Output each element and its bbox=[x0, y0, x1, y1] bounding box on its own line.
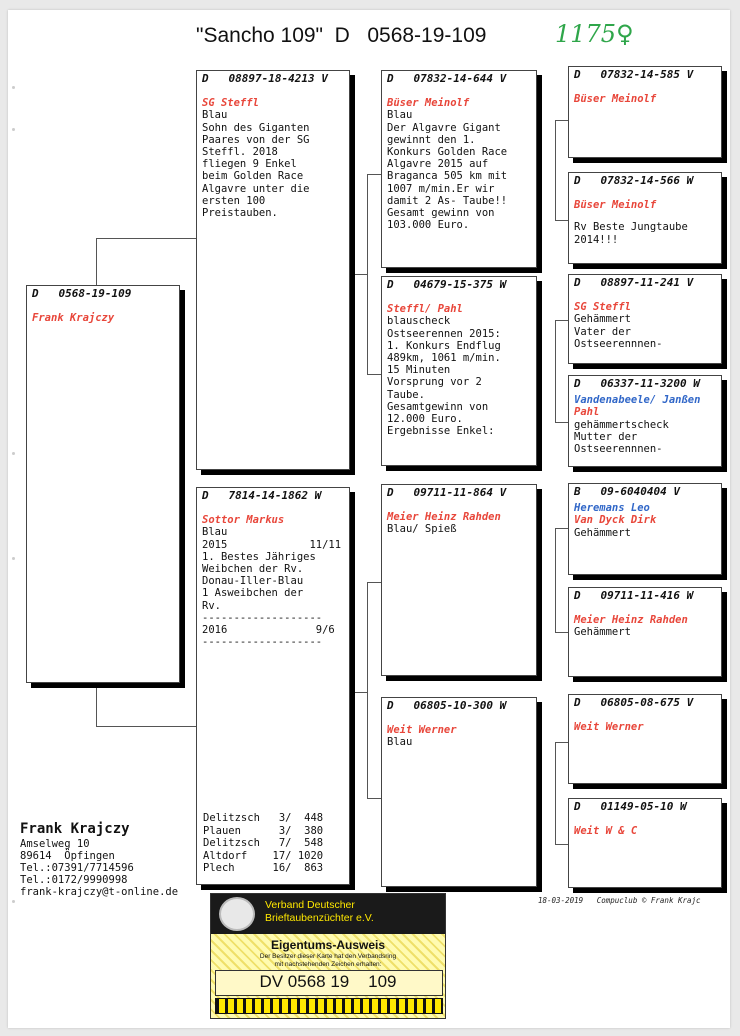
card-line: damit 2 As- Taube!! bbox=[387, 194, 508, 207]
connector-line bbox=[367, 374, 381, 375]
pedigree-card-dam-sire[interactable] bbox=[381, 484, 537, 676]
punch-hole-mark bbox=[12, 452, 15, 455]
connector-line bbox=[367, 582, 368, 798]
card-line: Ostseerennnen- bbox=[574, 337, 663, 350]
owner-mobile: Tel.:0172/9990998 bbox=[20, 874, 128, 886]
card-line: 103.000 Euro. bbox=[387, 219, 470, 232]
card-line: 1007 m/min.Er wir bbox=[387, 182, 495, 195]
card-line: Donau-Iller-Blau bbox=[202, 575, 304, 588]
ring-number: D 07832-14-566 W bbox=[574, 174, 694, 187]
ring-number: D 07832-14-585 V bbox=[574, 68, 694, 81]
connector-line bbox=[555, 528, 568, 529]
card-line: beim Golden Race bbox=[202, 170, 304, 183]
card-line: Algavre unter die bbox=[202, 182, 310, 195]
connector-line bbox=[555, 220, 568, 221]
connector-line bbox=[555, 120, 556, 220]
card-line: 15 Minuten bbox=[387, 364, 451, 377]
card-line: 489km, 1061 m/min. bbox=[387, 352, 501, 365]
breeder-name: Weit W & C bbox=[574, 825, 638, 838]
connector-line bbox=[555, 844, 568, 845]
ring-number: D 0568-19-109 bbox=[32, 287, 132, 300]
card-line: Sohn des Giganten bbox=[202, 121, 310, 134]
connector-line bbox=[367, 174, 368, 374]
breeder-name: Weit Werner bbox=[574, 721, 644, 734]
card-line: Preistauben. bbox=[202, 207, 278, 220]
breeder-name: SG Steffl bbox=[202, 97, 259, 110]
card-line: gehämmertscheck bbox=[574, 418, 669, 431]
connector-line bbox=[96, 726, 196, 727]
owner-city: 89614 Öpfingen bbox=[20, 850, 115, 862]
pigeon-logo-icon bbox=[219, 897, 255, 931]
punch-hole-mark bbox=[12, 557, 15, 560]
breeder-name: Frank Krajczy bbox=[32, 312, 115, 325]
pedigree-card-dam-dam[interactable] bbox=[381, 697, 537, 887]
pedigree-card-sire[interactable] bbox=[196, 70, 350, 470]
card-line: Rv. bbox=[202, 599, 221, 612]
connector-line bbox=[555, 422, 568, 423]
card-line: Weibchen der Rv. bbox=[202, 563, 304, 576]
connector-line bbox=[367, 582, 381, 583]
connector-line bbox=[555, 632, 568, 633]
pedigree-card-dam-dam-dam[interactable] bbox=[568, 798, 722, 888]
race-results bbox=[203, 812, 323, 875]
card-line: Blau bbox=[202, 526, 228, 539]
breeder-name: Büser Meinolf bbox=[574, 199, 657, 212]
pedigree-title: "Sancho 109" D 0568-19-109 bbox=[196, 24, 487, 47]
pedigree-card-subject[interactable] bbox=[26, 285, 180, 683]
breeder-name: Weit Werner bbox=[387, 724, 457, 737]
card-line: Mutter der bbox=[574, 430, 638, 443]
card-line: ------------------- bbox=[202, 611, 323, 624]
owner-phone: Tel.:07391/7714596 bbox=[20, 862, 134, 874]
card-line: Braganca 505 km mit bbox=[387, 170, 508, 183]
card-line: Vater der bbox=[574, 325, 631, 338]
card-title: Eigentums-Ausweis bbox=[270, 938, 386, 952]
card-line: Blau/ Spieß bbox=[387, 523, 457, 536]
card-line: 2014!!! bbox=[574, 233, 619, 246]
race-result-row: Delitzsch 3/ 448 bbox=[203, 812, 324, 824]
card-header bbox=[211, 894, 445, 934]
pedigree-card-dam-dam-sire[interactable] bbox=[568, 694, 722, 784]
card-line: Blau bbox=[387, 736, 413, 749]
pedigree-card-sire-sire-sire[interactable] bbox=[568, 66, 722, 158]
connector-line bbox=[367, 174, 381, 175]
pedigree-card-sire-sire[interactable] bbox=[381, 70, 537, 268]
connector-line bbox=[96, 238, 196, 239]
breeder-name: Meier Heinz Rahden bbox=[574, 614, 688, 627]
card-line: ------------------- bbox=[202, 636, 323, 649]
card-line: Gesamt gewinn von bbox=[387, 207, 495, 220]
breeder-name: Büser Meinolf bbox=[574, 93, 657, 106]
punch-hole-mark bbox=[12, 900, 15, 903]
pedigree-card-sire-dam[interactable] bbox=[381, 276, 537, 466]
card-line: 12.000 Euro. bbox=[387, 413, 463, 426]
card-line: Algavre 2015 auf bbox=[387, 158, 489, 171]
punch-hole-mark bbox=[12, 128, 15, 131]
card-line: Gehämmert bbox=[574, 626, 631, 639]
card-line: Gehämmert bbox=[574, 526, 631, 539]
breeder-name: Heremans Leo bbox=[574, 502, 650, 515]
card-line: Blau bbox=[202, 109, 228, 122]
card-line: 2016 9/6 bbox=[202, 624, 335, 637]
ring-number: D 09711-11-416 W bbox=[574, 589, 694, 602]
pedigree-card-dam-sire-sire[interactable] bbox=[568, 483, 722, 575]
card-line: ersten 100 bbox=[202, 194, 266, 207]
ring-number: D 08897-11-241 V bbox=[574, 276, 694, 289]
connector-line bbox=[355, 692, 367, 693]
card-line: Ostseerennnen- bbox=[574, 443, 663, 456]
breeder-name: SG Steffl bbox=[574, 301, 631, 314]
breeder-name: Steffl/ Pahl bbox=[387, 303, 463, 316]
connector-line bbox=[367, 798, 381, 799]
connector-line bbox=[555, 320, 568, 321]
pedigree-card-sire-dam-dam[interactable] bbox=[568, 375, 722, 467]
breeder-name: Büser Meinolf bbox=[387, 97, 470, 110]
breeder-name: Sottor Markus bbox=[202, 514, 285, 527]
connector-line bbox=[96, 238, 97, 285]
owner-street: Amselweg 10 bbox=[20, 838, 90, 850]
owner-address bbox=[20, 820, 178, 898]
breeder-name: Meier Heinz Rahden bbox=[387, 511, 501, 524]
card-line: blauscheck bbox=[387, 315, 451, 328]
card-line: Ergebnisse Enkel: bbox=[387, 425, 495, 438]
owner-name: Frank Krajczy bbox=[20, 821, 130, 837]
card-line: 1 Asweibchen der bbox=[202, 587, 304, 600]
card-line: Der Algavre Gigant bbox=[387, 121, 501, 134]
connector-line bbox=[555, 742, 556, 844]
race-result-row: Altdorf 17/ 1020 bbox=[203, 849, 324, 862]
ownership-card bbox=[210, 893, 446, 1019]
ring-number: D 06337-11-3200 W bbox=[574, 377, 700, 390]
race-result-row: Plauen 3/ 380 bbox=[203, 824, 324, 837]
ring-number: D 01149-05-10 W bbox=[574, 800, 687, 813]
card-line: fliegen 9 Enkel bbox=[202, 158, 297, 171]
ring-number: B 09-6040404 V bbox=[574, 485, 680, 498]
ring-number: D 07832-14-644 V bbox=[387, 72, 507, 85]
card-line: Taube. bbox=[387, 388, 425, 401]
race-result-row: Plech 16/ 863 bbox=[203, 862, 324, 874]
connector-line bbox=[555, 120, 568, 121]
ring-number: D 7814-14-1862 W bbox=[202, 489, 322, 502]
card-line: gewinnt den 1. bbox=[387, 133, 476, 146]
punch-hole-mark bbox=[12, 86, 15, 89]
ring-number: D 06805-10-300 W bbox=[387, 699, 507, 712]
card-subtitle: Der Besitzer dieser Karte hat den Verbandsring mit nachstehenden Zeichen erhalten: bbox=[259, 953, 397, 968]
pedigree-card-sire-sire-dam[interactable] bbox=[568, 172, 722, 264]
connector-line bbox=[355, 274, 367, 275]
print-footer: 18-03-2019 Compuclub © Frank Krajc bbox=[538, 896, 701, 905]
ring-number: D 06805-08-675 V bbox=[574, 696, 694, 709]
connector-line bbox=[96, 683, 97, 726]
card-line: Paares von der SG bbox=[202, 133, 310, 146]
card-line: 1. Bestes Jähriges bbox=[202, 550, 316, 563]
card-line: 1. Konkurs Endflug bbox=[387, 339, 501, 352]
card-line: Gehämmert bbox=[574, 313, 631, 326]
owner-email[interactable]: frank-krajczy@t-online.de bbox=[20, 886, 179, 898]
pedigree-card-dam-sire-dam[interactable] bbox=[568, 587, 722, 677]
connector-line bbox=[555, 742, 568, 743]
breeder-name: Vandenabeele/ Janßen bbox=[574, 394, 701, 407]
ring-number-large: DV 0568 19 109 bbox=[259, 972, 397, 991]
breeder-name-second: Van Dyck Dirk bbox=[574, 514, 657, 527]
race-result-row: Delitzsch 7/ 548 bbox=[203, 837, 324, 849]
card-line: Rv Beste Jungtaube bbox=[574, 221, 688, 234]
ring-number: D 09711-11-864 V bbox=[387, 486, 507, 499]
handwritten-note: 1175♀ bbox=[555, 20, 634, 48]
ring-number: D 04679-15-375 W bbox=[387, 278, 507, 291]
card-line: Blau bbox=[387, 109, 413, 122]
card-line: Steffl. 2018 bbox=[202, 146, 278, 159]
connector-line bbox=[555, 320, 556, 422]
card-line: Gesamtgewinn von bbox=[387, 400, 489, 413]
card-line: Ostseerennen 2015: bbox=[387, 327, 501, 340]
decorative-border bbox=[215, 998, 443, 1014]
card-line: 2015 11/11 bbox=[202, 538, 342, 551]
ring-number: D 08897-18-4213 V bbox=[202, 72, 328, 85]
connector-line bbox=[555, 528, 556, 632]
breeder-name-second: Pahl bbox=[574, 406, 600, 419]
pedigree-card-sire-dam-sire[interactable] bbox=[568, 274, 722, 364]
association-name: Verband Deutscher Brieftaubenzüchter e.V. bbox=[265, 899, 374, 924]
card-line: Vorsprung vor 2 bbox=[387, 376, 482, 389]
card-line: Konkurs Golden Race bbox=[387, 146, 508, 159]
